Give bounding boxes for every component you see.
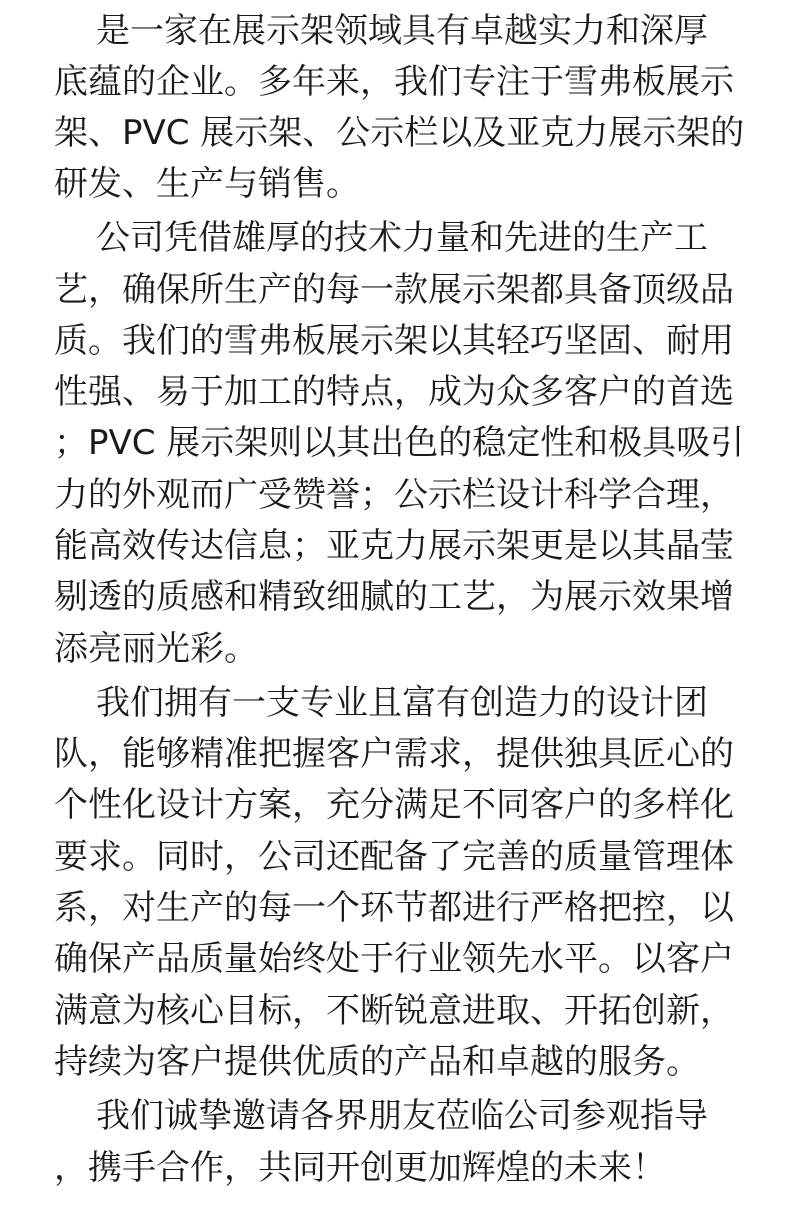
paragraph-2-line-4: 性强、易于加工的特点，成为众多客户的首选 xyxy=(54,372,734,412)
paragraph-1-line-1: 是一家在展示架领域具有卓越实力和深厚 xyxy=(96,11,708,51)
paragraph-1-line-2: 底蕴的企业。多年来，我们专注于雪弗板展示 xyxy=(54,62,734,102)
paragraph-1-line-3: 架、PVC 展示架、公示栏以及亚克力展示架的 xyxy=(54,113,744,153)
paragraph-3-line-4: 要求。同时，公司还配备了完善的质量管理体 xyxy=(54,837,734,877)
paragraph-2-line-3: 质。我们的雪弗板展示架以其轻巧坚固、耐用 xyxy=(54,321,734,361)
paragraph-3-line-5: 系，对生产的每一个环节都进行严格把控，以 xyxy=(54,888,734,928)
paragraph-3-line-6: 确保产品质量始终处于行业领先水平。以客户 xyxy=(54,939,734,979)
paragraph-2-line-8: 剔透的质感和精致细腻的工艺，为展示效果增 xyxy=(54,577,734,617)
paragraph-2-line-1: 公司凭借雄厚的技术力量和先进的生产工 xyxy=(96,218,708,258)
paragraph-4-line-2: ，携手合作，共同开创更加辉煌的未来！ xyxy=(54,1148,666,1188)
paragraph-2-line-9: 添亮丽光彩。 xyxy=(54,629,258,669)
paragraph-1-line-4: 研发、生产与销售。 xyxy=(54,164,360,204)
paragraph-3-line-8: 持续为客户提供优质的产品和卓越的服务。 xyxy=(54,1042,700,1082)
paragraph-2-line-5: ；PVC 展示架则以其出色的稳定性和极具吸引 xyxy=(54,423,744,463)
paragraph-4-line-1: 我们诚挚邀请各界朋友莅临公司参观指导 xyxy=(96,1096,708,1136)
paragraph-2-line-7: 能高效传达信息；亚克力展示架更是以其晶莹 xyxy=(54,526,734,566)
paragraph-3-line-7: 满意为核心目标，不断锐意进取、开拓创新， xyxy=(54,991,734,1031)
paragraph-3-line-1: 我们拥有一支专业且富有创造力的设计团 xyxy=(96,683,708,723)
paragraph-2-line-2: 艺，确保所生产的每一款展示架都具备顶级品 xyxy=(54,270,734,310)
paragraph-2-line-6: 力的外观而广受赞誉；公示栏设计科学合理， xyxy=(54,475,734,515)
paragraph-3-line-2: 队，能够精准把握客户需求，提供独具匠心的 xyxy=(54,734,734,774)
paragraph-3-line-3: 个性化设计方案，充分满足不同客户的多样化 xyxy=(54,785,734,825)
